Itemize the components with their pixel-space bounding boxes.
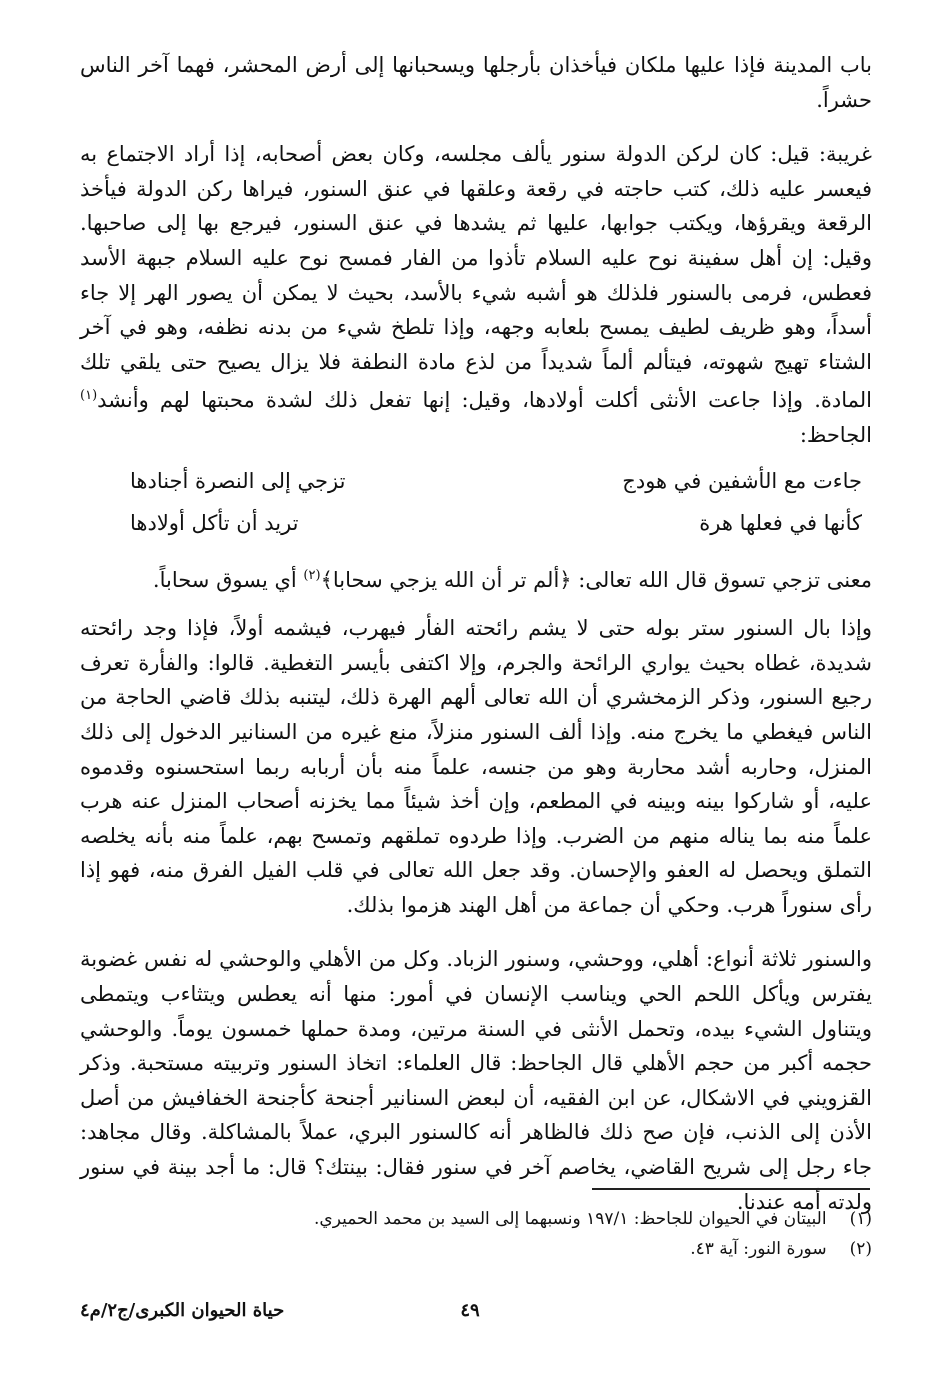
paragraph-2 xyxy=(80,137,872,452)
paragraph-1: باب المدينة فإذا عليها ملكان فيأخذان بأرجلها ويسحبانها إلى أرض المحشر، فهما آخر الناس حشراً. xyxy=(80,53,872,112)
footnote-ref-2[interactable]: (٢) xyxy=(303,567,321,583)
poem xyxy=(80,461,872,545)
page-body xyxy=(80,48,872,1219)
page-number: ٤٩ xyxy=(460,1300,480,1321)
footnote-2-number: (٢) xyxy=(849,1239,872,1259)
verse-1-hemistich-a: جاءت مع الأشفين في هودج xyxy=(622,469,862,494)
verse-line-2 xyxy=(80,503,872,545)
verse-line-1 xyxy=(80,461,872,503)
footnote-ref-1[interactable]: (١) xyxy=(80,388,98,404)
footnotes xyxy=(80,1204,872,1264)
paragraph-3 xyxy=(80,559,872,598)
footnote-1-number: (١) xyxy=(849,1209,872,1229)
footnote-divider xyxy=(592,1188,870,1190)
paragraph-4: وإذا بال السنور ستر بوله حتى لا يشم رائحته الفأر فيهرب، فيشمه أولاً، فإذا وجد رائحته شديدة، غطاه بحيث يواري الرائحة والجرم، وإلا اكتفى بأيسر التغطية. قالوا: والفأرة تعرف رجيع السنور، وذكر الزمخشري أن الله تعالى ألهم الهرة ذلك، ليتنبه بذلك قاضي الحاجة من الناس فيغطي ما يخرج منه. وإذا ألف السنور منزلاً، منع غيره من السنانير الدخول إلى ذلك المنزل، وحاربه أشد محاربة وهو من جنسه، علماً منه بأن أربابه ربما استحسنوه وقدموه عليه، أو شاركوا بينه وبينه في المطعم، وإن أخذ شيئاً مما يخزنه أصحاب المنزل عنه هرب علماً منه بما يناله منهم من الضرب. وإذا طردوه تملقهم وتمسح بهم، علماً منه بأنه يخلصه التملق ويحصل له العفو والإحسان. وقد جعل الله تعالى في قلب الفيل الفرق منه، فهو إذا رأى سنوراً هرب. وحكي أن جماعة من أهل الهند هزموا بذلك. xyxy=(80,616,872,917)
paragraph-2-text: غريبة: قيل: كان لركن الدولة سنور يألف مجلسه، وكان بعض أصحابه، إذا أراد الاجتماع به فيعسر عليه ذلك، كتب حاجته في رقعة وعلقها في عنق السنور، فيراها ركن الدولة فيأخذ الرقعة ويقرؤها، ويكتب جوابها، عليها ثم يشدها في عنق السنور، فيرجع بها إلى صاحبها. وقيل: إن أهل سفينة نوح عليه السلام تأذوا من الفار فمسح نوح عليه السلام جبهة الأسد فعطس، فرمى بالسنور فلذلك هو أشبه شيء بالأسد، بحيث لا يمكن أن يصور الهر إلا جاء أسداً، وهو ظريف لطيف يمسح بلعابه وجهه، وإذا تلطخ شيء من بدنه نظفه، وهو في آخر الشتاء تهيج شهوته، فيتألم ألماً شديداً من لذع مادة النطفة فلا يزال يصيح حتى يلقي تلك المادة. وإذا جاعت الأنثى أكلت أولادها، وقيل: إنها تفعل ذلك لشدة محبتها لهم وأنشد xyxy=(80,142,872,413)
paragraph-5: والسنور ثلاثة أنواع: أهلي، ووحشي، وسنور الزباد. وكل من الأهلي والوحشي له نفس غضوبة يفترس ويأكل اللحم الحي ويناسب الإنسان في أمور: منها أنه يعطس ويتثاءب ويتمطى ويتناول الشيء بيده، وتحمل الأنثى في السنة مرتين، ومدة حملها خمسون يوماً. والوحشي حجمه أكبر من حجم الأهلي قال الجاحظ: قال العلماء: اتخاذ السنور وتربيته مستحبة. وذكر القزويني في الاشكال، عن ابن الفقيه، أن لبعض السنانير أجنحة كأجنحة الخفافيش من أصل الأذن إلى الذنب، فإن صح ذلك فالظاهر أنه كالسنور البري، عملاً بالمشاكلة. وقال مجاهد: جاء رجل إلى شريح القاضي، يخاصم آخر في سنور فقال: بينتك؟ قال: ما أجد بينة في سنور ولدته أمه عندنا. xyxy=(80,947,873,1214)
verse-2-hemistich-b: تريد أن تأكل أولادها xyxy=(130,511,299,536)
paragraph-3-end: أي يسوق سحاباً. xyxy=(152,567,304,592)
verse-1-hemistich-b: تزجي إلى النصرة أجنادها xyxy=(130,469,346,494)
footnote-2-text: سورة النور: آية ٤٣. xyxy=(690,1239,827,1259)
footnote-1 xyxy=(80,1204,872,1234)
footnote-2 xyxy=(80,1234,872,1264)
footnote-1-text: البيتان في الحيوان للجاحظ: ١٩٧/١ ونسبهما إلى السيد بن محمد الحميري. xyxy=(314,1209,827,1229)
paragraph-2-end: الجاحظ: xyxy=(799,422,872,447)
paragraph-3-text: معنى تزجي تسوق قال الله تعالى: ﴿ألم تر أن الله يزجي سحابا﴾ xyxy=(320,567,872,592)
running-title: حياة الحيوان الكبرى/ج٢/م٤ xyxy=(80,1300,285,1321)
verse-2-hemistich-a: كأنها في فعلها هرة xyxy=(699,511,862,536)
